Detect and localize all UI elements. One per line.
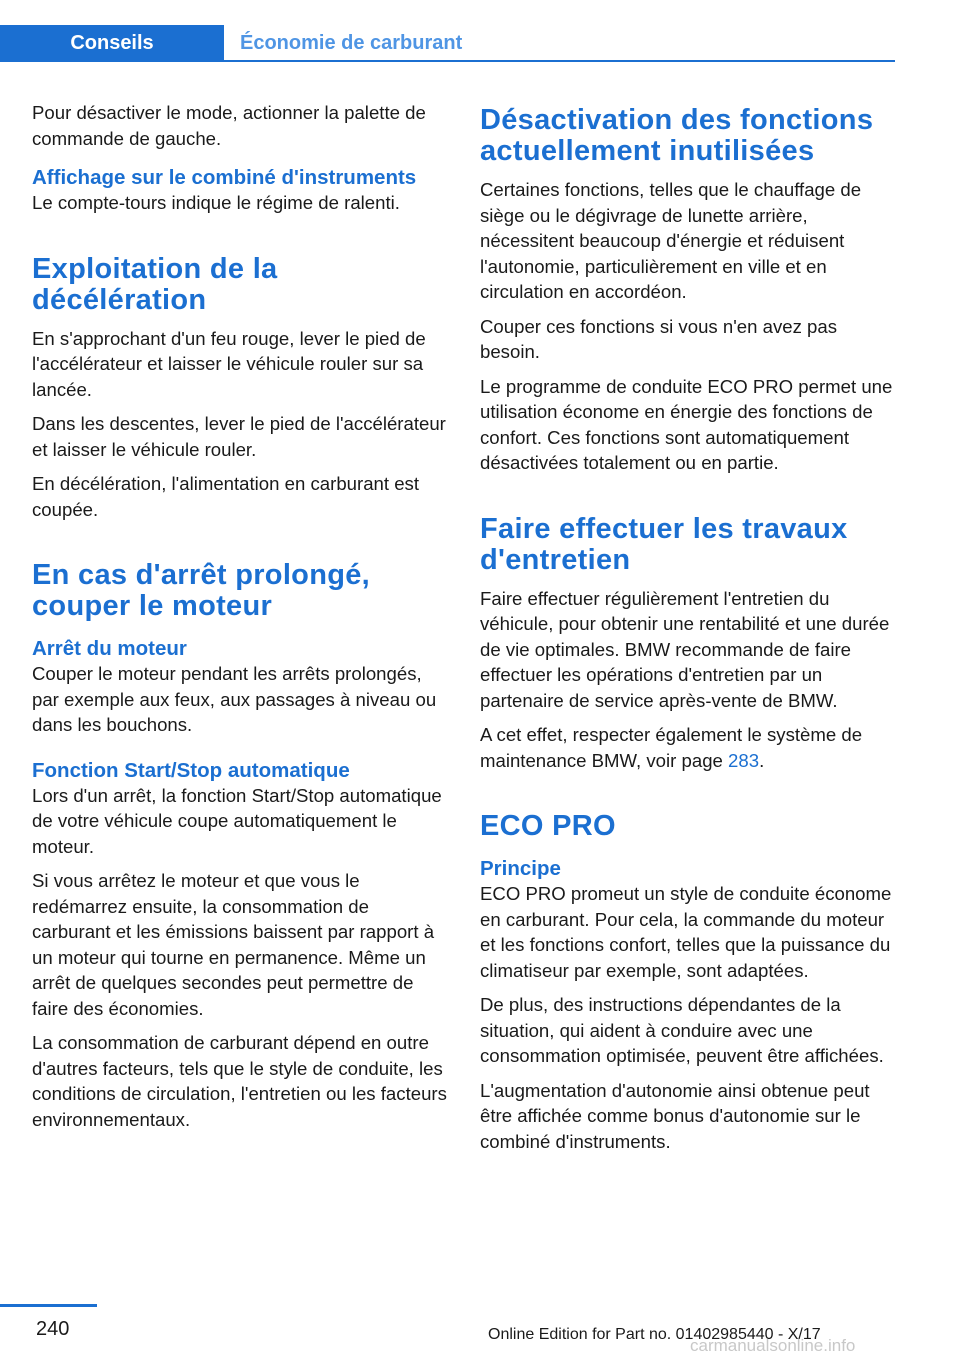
heading-entretien: Faire effectuer les travaux d'entretien xyxy=(480,512,848,576)
heading-desactivation: Désactivation des fonctions actuellement inutilisées xyxy=(480,104,874,167)
paragraph: Dans les descentes, lever le pied de l'accélérateur et laisser le véhicule rouler. xyxy=(32,413,446,460)
chapter-tab: Économie de carburant xyxy=(240,32,463,54)
page-reference-link[interactable]: 283 xyxy=(728,749,760,771)
paragraph: En s'approchant d'un feu rouge, lever le pied de l'accélérateur et laisser le véhicule rouler sur sa lancée. xyxy=(32,327,426,400)
edition-note: Online Edition for Part no. 01402985440 - X/17 xyxy=(488,1326,821,1343)
paragraph: Couper ces fonctions si vous n'en avez pas besoin. xyxy=(480,315,838,362)
paragraph-text: . xyxy=(759,749,765,771)
footer-rule xyxy=(0,1304,97,1307)
heading-eco-pro: ECO PRO xyxy=(480,810,616,842)
paragraph: De plus, des instructions dépendantes de la situation, qui aident à conduire avec une consommation optimisée, peuvent être affichées. xyxy=(480,994,884,1066)
paragraph: Faire effectuer régulièrement l'entretien du véhicule, pour obtenir une rentabilité et une durée de vie optimales. BMW recommande de faire effectuer les opérations d'entretien par un partenaire de service après-vente de BMW. xyxy=(480,587,890,711)
left-column xyxy=(32,100,450,1141)
paragraph: Lors d'un arrêt, la fonction Start/Stop automatique de votre véhicule coupe automatiquement le moteur. xyxy=(32,784,442,857)
paragraph: L'augmentation d'autonomie ainsi obtenue peut être affichée comme bonus d'autonomie sur le combiné d'instruments. xyxy=(480,1079,870,1152)
page-header xyxy=(0,0,895,62)
paragraph: ECO PRO promeut un style de conduite économe en carburant. Pour cela, la commande du moteur et les fonctions confort, telles que la puissance du climatiseur par exemple, sont adaptées. xyxy=(480,883,892,981)
paragraph-text: A cet effet, respecter également le système de maintenance BMW, voir page xyxy=(480,724,863,771)
subheading-principe: Principe xyxy=(480,857,561,880)
subheading-affichage: Affichage sur le combiné d'instruments xyxy=(32,166,417,189)
paragraph: Certaines fonctions, telles que le chauffage de siège ou le dégivrage de lunette arrière, nécessitent beaucoup d'énergie et réduisent l'autonomie, particulièrement en ville et en circulation en accordéon. xyxy=(480,179,862,302)
paragraph: Le compte-tours indique le régime de ralenti. xyxy=(32,192,400,213)
heading-arret-prolonge: En cas d'arrêt prolongé, couper le moteur xyxy=(32,559,371,622)
paragraph-with-link xyxy=(480,722,898,773)
paragraph: Si vous arrêtez le moteur et que vous le redémarrez ensuite, la consommation de carburant et les émissions baissent par rapport à un moteur qui tourne en permanence. Même un arrêt de quelques secondes peut permettre de faire des économies. xyxy=(32,870,435,1019)
header-rule xyxy=(224,60,895,62)
heading-deceleration: Exploitation de la décélération xyxy=(32,252,278,316)
page-number: 240 xyxy=(36,1318,70,1340)
section-tab: Conseils xyxy=(0,25,224,62)
watermark: carmanualsonline.info xyxy=(690,1336,856,1355)
paragraph: Pour désactiver le mode, actionner la palette de commande de gauche. xyxy=(32,102,426,149)
subheading-start-stop: Fonction Start/Stop automatique xyxy=(32,758,350,782)
right-column xyxy=(480,100,898,1163)
paragraph: Le programme de conduite ECO PRO permet une utilisation économe en énergie des fonctions de confort. Ces fonctions sont automatiquement désactivées totalement ou en partie. xyxy=(480,375,893,473)
paragraph: Couper le moteur pendant les arrêts prolongés, par exemple aux feux, aux passages à niveau ou dans les bouchons. xyxy=(32,663,437,735)
paragraph: En décélération, l'alimentation en carburant est coupée. xyxy=(32,473,420,520)
paragraph: La consommation de carburant dépend en outre d'autres facteurs, tels que le style de conduite, les conditions de circulation, l'entretien ou les facteurs environnementaux. xyxy=(32,1032,447,1130)
subheading-arret-moteur: Arrêt du moteur xyxy=(32,637,187,660)
